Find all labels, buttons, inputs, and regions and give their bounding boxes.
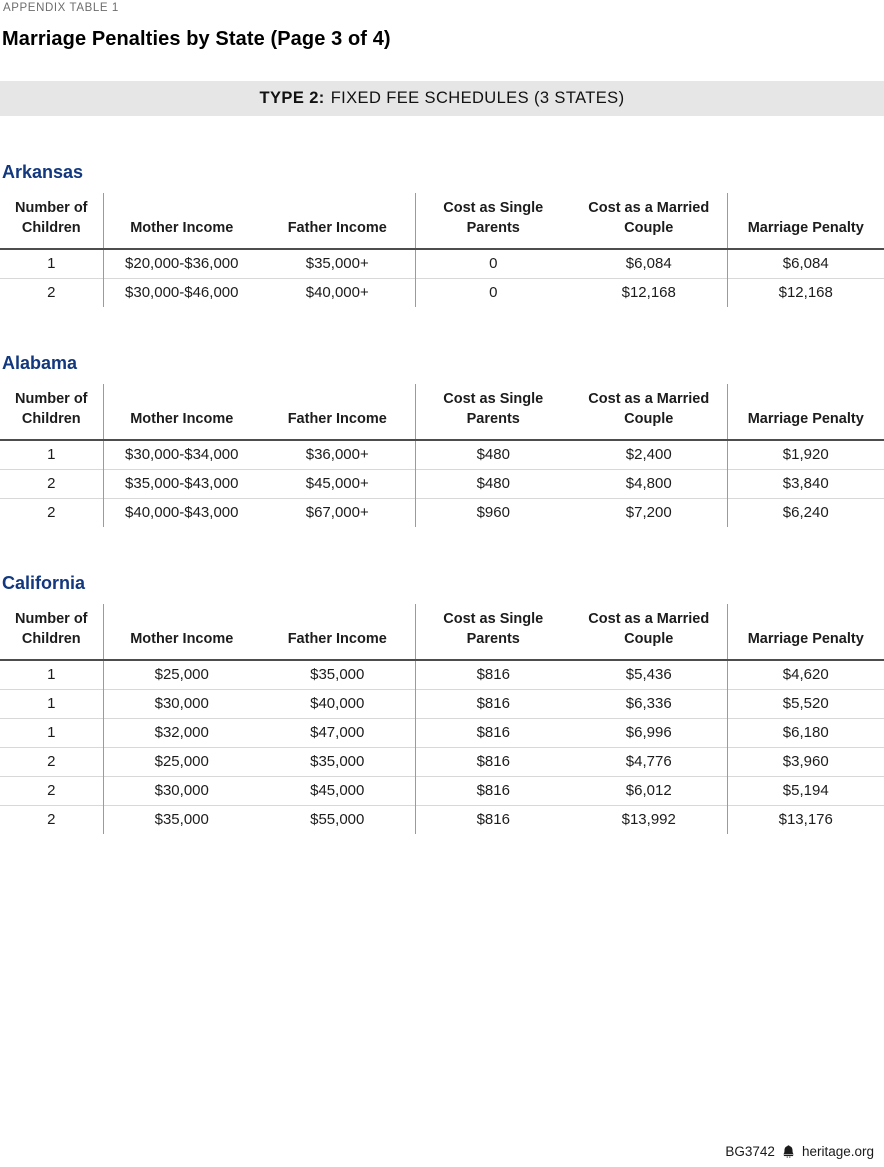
state-table — [0, 384, 884, 527]
table-cell: $45,000 — [260, 776, 415, 805]
table-cell: $5,194 — [727, 776, 884, 805]
state-table — [0, 193, 884, 307]
type-banner-text: FIXED FEE SCHEDULES (3 STATES) — [330, 89, 625, 107]
state-section — [0, 162, 884, 307]
table-cell: $67,000+ — [260, 498, 415, 527]
table-cell: $1,920 — [727, 440, 884, 469]
table-cell: $816 — [415, 747, 571, 776]
table-cell: $6,084 — [625, 255, 672, 273]
table-cell: $32,000 — [103, 718, 260, 747]
state-tables-container — [0, 162, 884, 834]
table-cell: $6,240 — [727, 498, 884, 527]
state-section — [0, 573, 884, 834]
table-cell: $6,012 — [571, 776, 727, 805]
table-cell: $30,000-$46,000 — [103, 278, 260, 307]
table-cell: $5,520 — [727, 689, 884, 718]
table-cell: $13,176 — [727, 805, 884, 834]
column-header: Father Income — [260, 193, 415, 249]
table-cell: $55,000 — [260, 805, 415, 834]
table-cell: $35,000+ — [305, 255, 369, 273]
table-cell: $960 — [415, 498, 571, 527]
table-row — [0, 805, 884, 834]
table-cell: $4,776 — [571, 747, 727, 776]
table-cell: $6,180 — [727, 718, 884, 747]
table-cell: 2 — [0, 776, 103, 805]
table-cell: $6,084 — [727, 249, 884, 278]
table-cell: $25,000 — [154, 666, 209, 684]
table-cell: $40,000+ — [260, 278, 415, 307]
table-cell: 2 — [0, 805, 103, 834]
column-header: Cost as a Married Couple — [571, 384, 727, 440]
column-header: Mother Income — [103, 193, 260, 249]
state-table — [0, 604, 884, 834]
table-cell: $35,000 — [103, 805, 260, 834]
table-row — [0, 776, 884, 805]
table-cell: $12,168 — [571, 278, 727, 307]
table-cell: $3,960 — [727, 747, 884, 776]
table-cell: 1 — [0, 689, 103, 718]
state-heading: California — [2, 573, 86, 593]
column-header: Number of Children — [0, 193, 103, 249]
state-section — [0, 353, 884, 527]
table-cell: 1 — [0, 249, 103, 278]
footer — [725, 1144, 874, 1159]
table-header-row — [0, 193, 884, 249]
column-header: Marriage Penalty — [727, 604, 884, 660]
table-cell: 2 — [0, 469, 103, 498]
column-header: Marriage Penalty — [727, 193, 884, 249]
appendix-table-label: APPENDIX TABLE 1 — [3, 2, 119, 14]
table-row — [0, 747, 884, 776]
table-cell: 0 — [415, 249, 571, 278]
table-cell: $4,620 — [727, 660, 884, 689]
table-cell: $12,168 — [727, 278, 884, 307]
table-row — [0, 469, 884, 498]
table-row — [0, 689, 884, 718]
column-header: Cost as a Married Couple — [571, 193, 727, 249]
column-header: Number of Children — [0, 604, 103, 660]
table-cell: $35,000 — [260, 747, 415, 776]
table-row — [0, 718, 884, 747]
table-cell: $40,000 — [260, 689, 415, 718]
table-cell: $25,000 — [103, 747, 260, 776]
heritage-bell-icon — [781, 1144, 796, 1159]
table-cell: $20,000-$36,000 — [125, 255, 239, 273]
table-cell: $45,000+ — [260, 469, 415, 498]
footer-site: heritage.org — [801, 1144, 874, 1159]
type-banner — [0, 81, 884, 116]
table-cell: $3,840 — [727, 469, 884, 498]
table-cell: 2 — [0, 278, 103, 307]
column-header: Cost as Single Parents — [415, 193, 571, 249]
page-title: Marriage Penalties by State (Page 3 of 4) — [2, 28, 391, 50]
table-cell: $30,000-$34,000 — [125, 446, 239, 464]
table-cell: 0 — [415, 278, 571, 307]
table-cell: $4,800 — [571, 469, 727, 498]
table-cell: $35,000 — [310, 666, 365, 684]
table-cell: $40,000-$43,000 — [103, 498, 260, 527]
table-cell: $6,336 — [571, 689, 727, 718]
table-cell: $5,436 — [625, 666, 672, 684]
table-cell: $480 — [415, 440, 571, 469]
state-heading: Alabama — [2, 353, 78, 373]
table-cell: $816 — [415, 718, 571, 747]
column-header: Cost as Single Parents — [415, 384, 571, 440]
table-header-row — [0, 384, 884, 440]
document-code: BG3742 — [725, 1144, 775, 1159]
table-cell: 1 — [0, 660, 103, 689]
table-cell: $36,000+ — [305, 446, 369, 464]
table-row — [0, 249, 884, 278]
table-cell: $13,992 — [571, 805, 727, 834]
table-cell: $7,200 — [571, 498, 727, 527]
table-cell: $35,000-$43,000 — [103, 469, 260, 498]
column-header: Number of Children — [0, 384, 103, 440]
table-cell: $816 — [415, 689, 571, 718]
table-cell: $480 — [415, 469, 571, 498]
type-banner-prefix: TYPE 2: — [259, 89, 325, 107]
table-row — [0, 660, 884, 689]
column-header: Mother Income — [103, 384, 260, 440]
table-row — [0, 440, 884, 469]
table-cell: 1 — [0, 718, 103, 747]
table-cell: $30,000 — [103, 689, 260, 718]
table-cell: $816 — [415, 660, 571, 689]
table-cell: $6,996 — [571, 718, 727, 747]
table-cell: $2,400 — [625, 446, 672, 464]
table-row — [0, 498, 884, 527]
table-cell: 1 — [0, 440, 103, 469]
table-cell: $47,000 — [260, 718, 415, 747]
table-row — [0, 278, 884, 307]
column-header: Cost as Single Parents — [415, 604, 571, 660]
state-heading: Arkansas — [2, 162, 84, 182]
column-header: Father Income — [260, 384, 415, 440]
column-header: Mother Income — [103, 604, 260, 660]
table-cell: 2 — [0, 498, 103, 527]
table-cell: $816 — [415, 805, 571, 834]
column-header: Father Income — [260, 604, 415, 660]
table-cell: $30,000 — [103, 776, 260, 805]
column-header: Cost as a Married Couple — [571, 604, 727, 660]
table-cell: 2 — [0, 747, 103, 776]
table-header-row — [0, 604, 884, 660]
column-header: Marriage Penalty — [727, 384, 884, 440]
table-cell: $816 — [415, 776, 571, 805]
